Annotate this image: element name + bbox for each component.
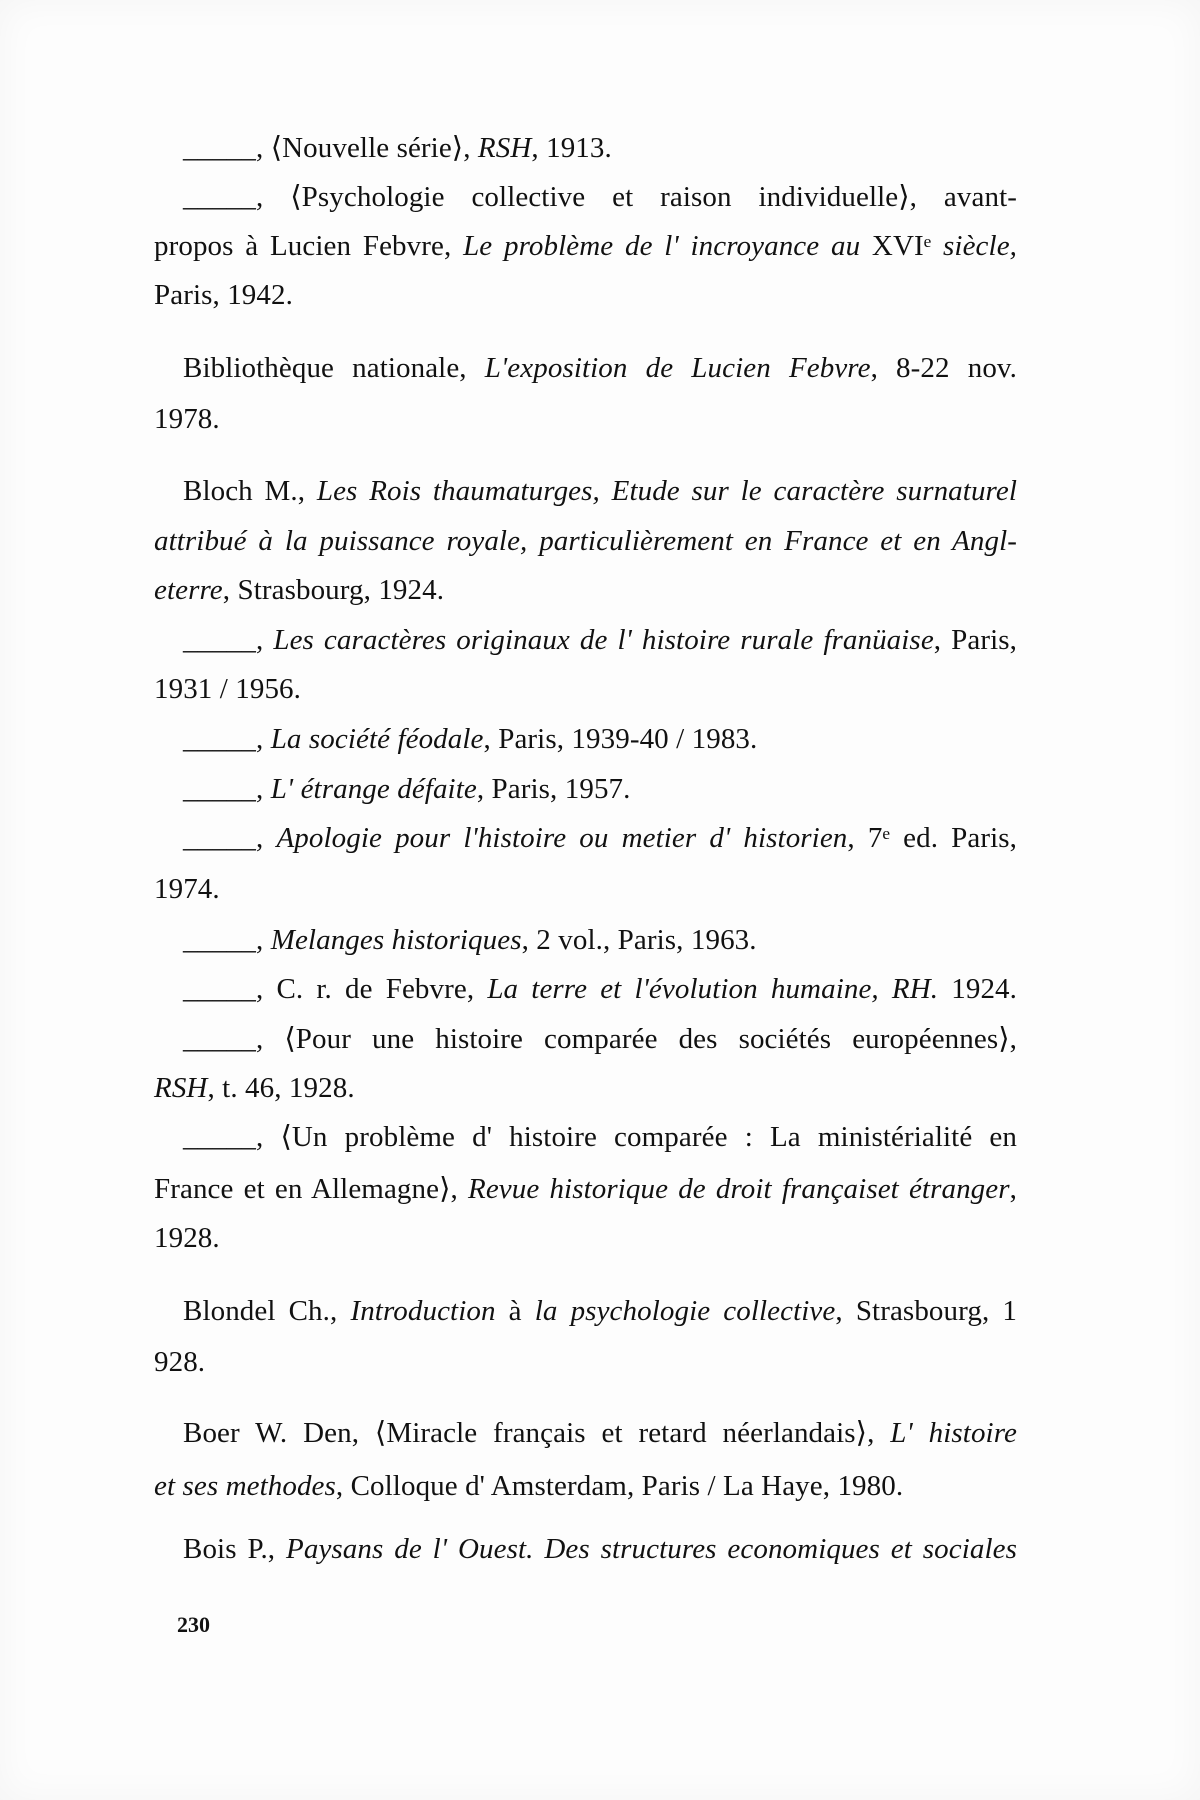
citation-text: _____, ⟨Pour une histoire comparée des sociétés européennes⟩, bbox=[183, 1023, 1017, 1055]
citation-text: , Strasbourg, 1924. bbox=[222, 574, 445, 606]
bibliography-line bbox=[154, 1344, 1017, 1380]
bibliography-line bbox=[183, 971, 1017, 1007]
bibliography-line bbox=[154, 401, 1017, 437]
citation-text: XVIᵉ bbox=[860, 230, 944, 262]
italic-title-text: L'exposition de Lucien Febvre bbox=[484, 352, 871, 384]
bibliography-line bbox=[154, 671, 1017, 707]
italic-title-text: Revue historique de droit françaiset étranger bbox=[468, 1173, 1010, 1205]
citation-text: _____, ⟨Nouvelle série⟩, bbox=[183, 132, 478, 164]
citation-text: Paris, 1942. bbox=[154, 279, 293, 311]
citation-text: _____, bbox=[183, 773, 271, 805]
citation-text: , 2 vol., Paris, 1963. bbox=[521, 924, 757, 956]
citation-text: Bibliothèque nationale, bbox=[183, 352, 485, 384]
italic-title-text: RSH bbox=[477, 132, 532, 164]
citation-text: Bois P., bbox=[183, 1533, 287, 1565]
italic-title-text: La société féodale bbox=[270, 723, 484, 755]
citation-text: , 7ᵉ ed. Paris, bbox=[847, 822, 1018, 854]
bibliography-line bbox=[183, 771, 1017, 807]
citation-text: 1978. bbox=[154, 403, 220, 435]
bibliography-line bbox=[183, 922, 1017, 958]
italic-title-text: La terre et l'évolution humaine, RH. bbox=[487, 973, 939, 1005]
citation-text: _____, bbox=[183, 822, 277, 854]
bibliography-line bbox=[183, 179, 1017, 215]
citation-text: , Strasbourg, 1 bbox=[835, 1295, 1017, 1327]
citation-text: _____, ⟨Psychologie collective et raison individuelle⟩, avant- bbox=[183, 181, 1017, 213]
bibliography-line bbox=[183, 721, 1017, 757]
italic-title-text: Apologie pour l'histoire ou metier d' historien bbox=[276, 822, 848, 854]
bibliography-line bbox=[183, 1021, 1017, 1057]
citation-text: _____, C. r. de Febvre, bbox=[183, 973, 488, 1005]
bibliography-line bbox=[154, 228, 1017, 264]
citation-text: _____, bbox=[183, 723, 271, 755]
italic-title-text: Le problème de l' incroyance au bbox=[463, 230, 861, 262]
bibliography-line bbox=[183, 622, 1017, 658]
citation-text: , Paris, 1957. bbox=[476, 773, 631, 805]
bibliography-line bbox=[154, 1220, 1017, 1256]
citation-text: , Paris, 1939-40 / 1983. bbox=[483, 723, 758, 755]
bibliography-line bbox=[154, 277, 1017, 313]
bibliography-line bbox=[183, 130, 1017, 166]
citation-text: Blondel Ch., bbox=[183, 1295, 351, 1327]
bibliography-line bbox=[154, 1468, 1017, 1504]
bibliography-line bbox=[183, 350, 1017, 386]
bibliography-line bbox=[154, 871, 1017, 907]
italic-title-text: L' histoire bbox=[890, 1417, 1017, 1449]
bibliography-line bbox=[183, 1119, 1017, 1155]
citation-text: , t. 46, 1928. bbox=[207, 1072, 355, 1104]
italic-title-text: et ses methodes bbox=[154, 1470, 336, 1502]
citation-text: , 1913. bbox=[531, 132, 612, 164]
citation-text: _____, bbox=[183, 624, 274, 656]
italic-title-text: eterre bbox=[154, 574, 223, 606]
citation-text: , 8-22 nov. bbox=[870, 352, 1017, 384]
bibliography-line bbox=[183, 473, 1017, 509]
citation-text: à bbox=[495, 1295, 535, 1327]
bibliography-line bbox=[183, 1531, 1017, 1567]
bibliography-line bbox=[183, 1415, 1017, 1451]
citation-text: 1928. bbox=[154, 1222, 220, 1254]
citation-text: _____, ⟨Un problème d' histoire comparée : La ministérialité en bbox=[183, 1121, 1017, 1153]
citation-text: 928. bbox=[154, 1346, 206, 1378]
bibliography-line bbox=[154, 572, 1017, 608]
citation-text: , Paris, bbox=[933, 624, 1017, 656]
bibliography-line bbox=[154, 1070, 1017, 1106]
italic-title-text: Les caractères originaux de l' histoire rurale franüaise bbox=[273, 624, 934, 656]
italic-title-text: Les Rois thaumaturges, Etude sur le caractère surnaturel bbox=[316, 475, 1017, 507]
italic-title-text: siècle, bbox=[943, 230, 1018, 262]
citation-text: propos à Lucien Febvre, bbox=[154, 230, 464, 262]
citation-text: Bloch M., bbox=[183, 475, 317, 507]
italic-title-text: RSH bbox=[154, 1072, 208, 1104]
bibliography-line bbox=[154, 523, 1017, 559]
citation-text: Boer W. Den, ⟨Miracle français et retard néerlandais⟩, bbox=[183, 1417, 891, 1449]
italic-title-text: la psychologie collective bbox=[534, 1295, 836, 1327]
citation-text: 1974. bbox=[154, 873, 220, 905]
italic-title-text: Paysans de l' Ouest. Des structures economiques et sociales bbox=[286, 1533, 1017, 1565]
bibliography-line bbox=[154, 1171, 1017, 1207]
page-number: 230 bbox=[177, 1612, 210, 1637]
italic-title-text: Melanges historiques bbox=[270, 924, 522, 956]
citation-text: France et en Allemagne⟩, bbox=[154, 1173, 468, 1205]
italic-title-text: attribué à la puissance royale, particulièrement en France et en Angl- bbox=[154, 525, 1017, 557]
bibliography-line bbox=[183, 820, 1017, 856]
citation-text: , bbox=[1009, 1173, 1017, 1205]
citation-text: , Colloque d' Amsterdam, Paris / La Haye, 1980. bbox=[335, 1470, 904, 1502]
citation-text: 1924. bbox=[938, 973, 1018, 1005]
italic-title-text: L' étrange défaite bbox=[270, 773, 477, 805]
citation-text: _____, bbox=[183, 924, 271, 956]
citation-text: 1931 / 1956. bbox=[154, 673, 302, 705]
italic-title-text: Introduction bbox=[350, 1295, 496, 1327]
bibliography-line bbox=[183, 1293, 1017, 1329]
